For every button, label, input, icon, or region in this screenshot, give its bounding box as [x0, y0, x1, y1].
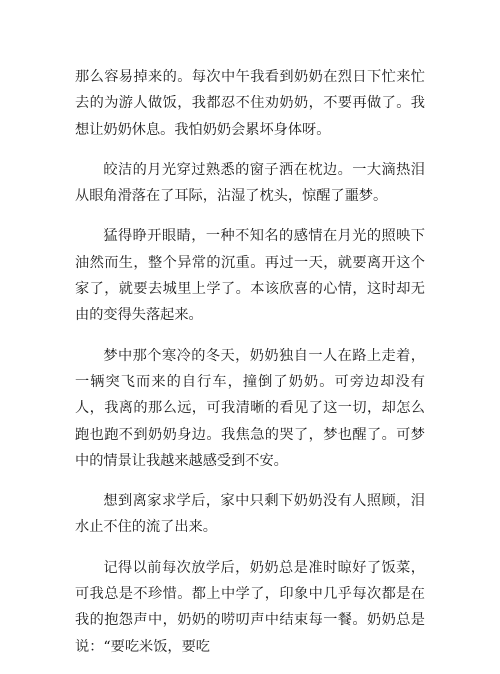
paragraph-4: 梦中那个寒冷的冬天，奶奶独自一人在路上走着，一辆突飞而来的自行车，撞倒了奶奶。可旁边却没有人，我离的那么远，可我清晰的看见了这一切，却怎么跑也跑不到奶奶身边。我焦急的哭了，梦也醒了。可梦中的情景让我越来越感受到不安。	[75, 347, 425, 469]
paragraph-2: 皎洁的月光穿过熟悉的窗子洒在枕边。一大滴热泪从眼角滑落在了耳际，沾湿了枕头，惊醒了噩梦。	[75, 161, 425, 205]
document-body	[75, 64, 425, 674]
paragraph-6: 记得以前每次放学后，奶奶总是准时晾好了饭菜，可我总是不珍惜。都上中学了，印象中几乎每次都是在我的抱怨声中，奶奶的唠叨声中结束每一餐。奶奶总是说：“要吃米饭，要吃	[75, 559, 425, 655]
paragraph-3: 猛得睁开眼睛，一种不知名的感情在月光的照映下油然而生，整个异常的沉重。再过一天，就要离开这个家了，就要去城里上学了。本该欣喜的心情，这时却无由的变得失落起来。	[75, 228, 425, 324]
paragraph-1: 那么容易掉来的。每次中午我看到奶奶在烈日下忙来忙去的为游人做饭，我都忍不住劝奶奶，不要再做了。我想让奶奶休息。我怕奶奶会累坏身体呀。	[75, 69, 425, 138]
paragraph-5: 想到离家求学后，家中只剩下奶奶没有人照顾，泪水止不住的流了出来。	[75, 493, 425, 536]
